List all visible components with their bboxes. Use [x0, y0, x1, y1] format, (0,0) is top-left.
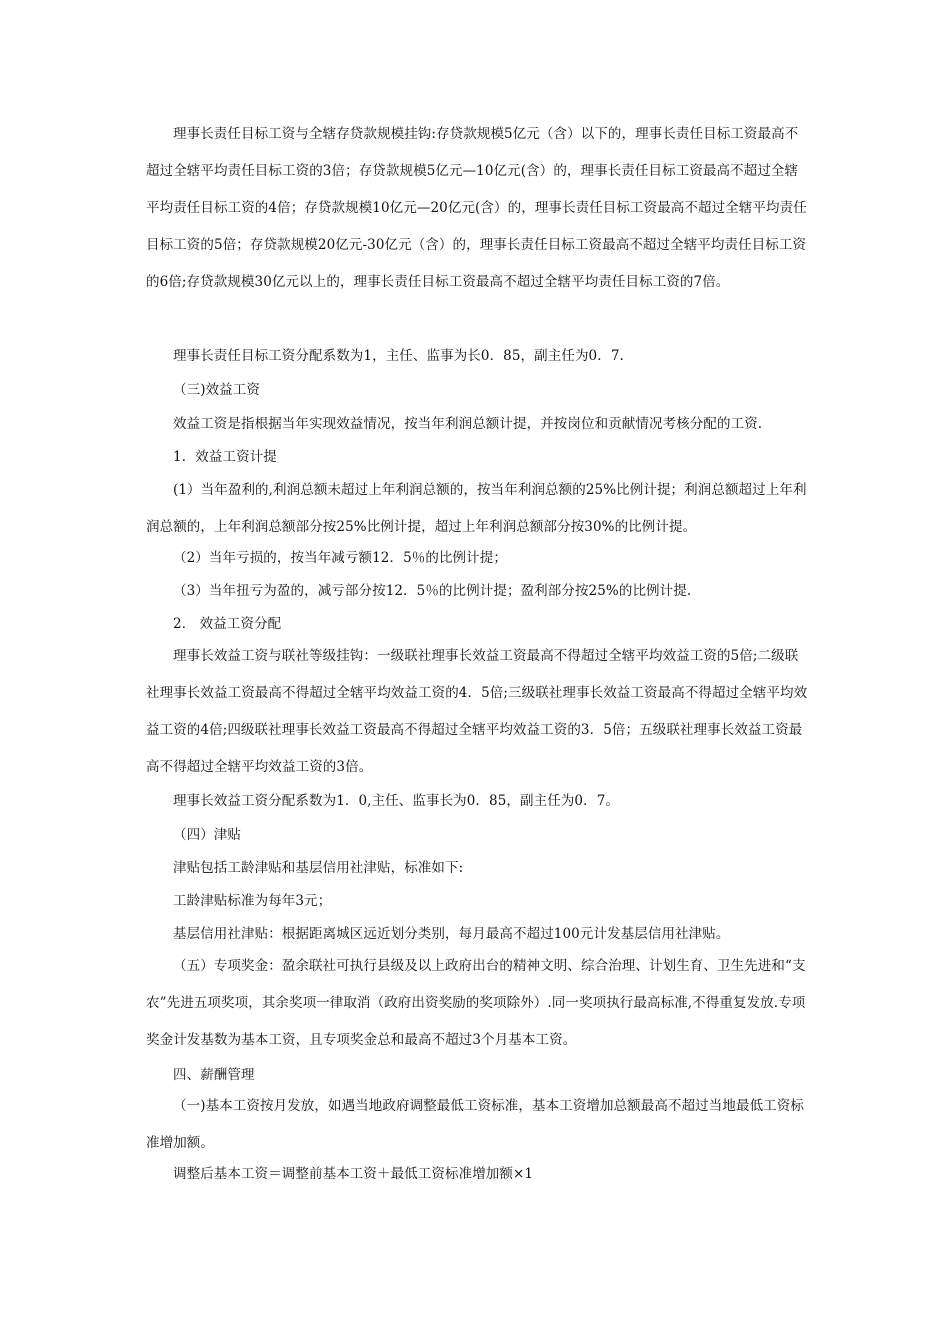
- paragraph-special-bonus: （五）专项奖金：盈余联社可执行县级及以上政府出台的精神文明、综合治理、计划生育、卫生先进和“支农”先进五项奖项，其余奖项一律取消（政府出资奖励的奖项除外）.同一奖项执行最高标准,不得重复发放.专项奖金计发基数为基本工资，且专项奖金总和最高不超过3个月基本工资。: [146, 958, 806, 1048]
- paragraph-target-salary-coefficient: 理事长责任目标工资分配系数为1，主任、监事为长0．85，副主任为0．7.: [173, 348, 624, 364]
- heading-benefit-salary-accrual: 1．效益工资计提: [173, 449, 277, 465]
- heading-benefit-salary: （三)效益工资: [173, 382, 260, 398]
- paragraph-benefit-salary-definition: 效益工资是指根据当年实现效益情况，按当年利润总额计提，并按岗位和贡献情况考核分配的工资.: [173, 416, 763, 432]
- heading-allowance: （四）津贴: [173, 827, 241, 843]
- paragraph-benefit-salary-coefficient: 理事长效益工资分配系数为1．0,主任、监事长为0．85，副主任为0．7。: [173, 793, 620, 809]
- heading-compensation-management: 四、薪酬管理: [173, 1067, 255, 1083]
- paragraph-accrual-profit: (1）当年盈利的,利润总额未超过上年利润总额的，按当年利润总额的25%比例计提；利润总额超过上年利润总额的，上年利润总额部分按25%比例计提，超过上年利润总额部分按30%的比例计提。: [146, 482, 807, 535]
- paragraph-seniority-allowance: 工龄津贴标准为每年3元；: [173, 893, 332, 909]
- paragraph-chairman-target-salary: 理事长责任目标工资与全辖存贷款规模挂钩:存贷款规模5亿元（含）以下的，理事长责任目标工资最高不超过全辖平均责任目标工资的3倍；存贷款规模5亿元—10亿元(含）的，理事长责任目标工资最高不超过全辖平均责任目标工资的4倍；存贷款规模10亿元—20亿元(含）的，理事长责任目标工资最高不超过全辖平均责任目标工资的5倍；存贷款规模20亿元-30亿元（含）的，理事长责任目标工资最高不超过全辖平均责任目标工资的6倍;存贷款规模30亿元以上的，理事长责任目标工资最高不超过全辖平均责任目标工资的7倍。: [146, 126, 807, 290]
- paragraph-chairman-benefit-salary: 理事长效益工资与联社等级挂钩：一级联社理事长效益工资最高不得超过全辖平均效益工资的5倍;二级联社理事长效益工资最高不得超过全辖平均效益工资的4．5倍;三级联社理事长效益工资最高不得超过全辖平均效益工资的4倍;四级联社理事长效益工资最高不得超过全辖平均效益工资的3．5倍；五级联社理事长效益工资最高不得超过全辖平均效益工资的3倍。: [146, 648, 808, 775]
- paragraph-salary-adjustment-formula: 调整后基本工资＝调整前基本工资＋最低工资标准增加额×1: [173, 1166, 534, 1182]
- paragraph-allowance-types: 津贴包括工龄津贴和基层信用社津贴，标准如下:: [173, 860, 464, 876]
- paragraph-accrual-loss: （2）当年亏损的，按当年减亏额12．5％的比例计提；: [173, 550, 507, 566]
- heading-benefit-salary-distribution: 2． 效益工资分配: [173, 616, 282, 632]
- paragraph-grassroots-allowance: 基层信用社津贴：根据距离城区远近划分类别，每月最高不超过100元计发基层信用社津贴。: [173, 926, 730, 942]
- paragraph-basic-salary-payment: （一)基本工资按月发放，如遇当地政府调整最低工资标准，基本工资增加总额最高不超过当地最低工资标准增加额。: [146, 1098, 804, 1151]
- paragraph-accrual-turnaround: （3）当年扭亏为盈的，减亏部分按12．5％的比例计提；盈利部分按25%的比例计提.: [173, 583, 692, 599]
